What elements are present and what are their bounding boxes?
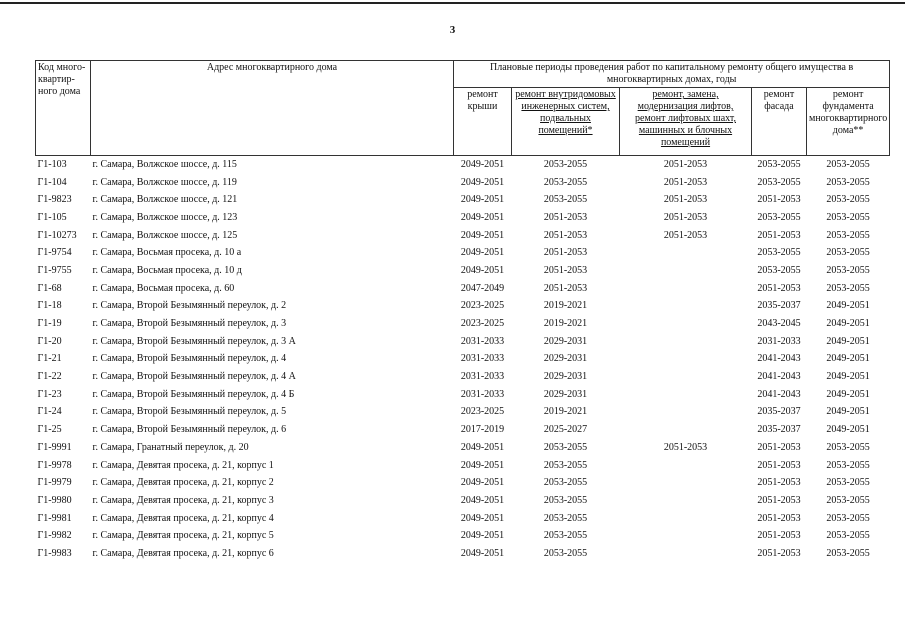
cell-facade: 2043-2045 [757, 318, 801, 330]
cell-code: Г1-24 [37, 406, 62, 418]
table-row [36, 457, 890, 475]
cell-facade: 2053-2055 [757, 264, 801, 276]
table-row [36, 386, 890, 404]
header-roof: ремонт крыши [454, 88, 512, 156]
cell-foundation: 2053-2055 [826, 441, 870, 453]
cell-internal-systems: 2029-2031 [543, 388, 588, 400]
cell-lifts [620, 368, 752, 386]
cell-facade: 2041-2043 [757, 353, 801, 365]
cell-roof: 2031-2033 [460, 335, 505, 347]
cell-code: Г1-9979 [37, 477, 72, 489]
table-row [36, 156, 890, 174]
capital-repair-table [35, 60, 890, 563]
cell-code: Г1-10273 [37, 229, 77, 241]
cell-facade: 2051-2053 [757, 229, 801, 241]
cell-code: Г1-9991 [37, 441, 72, 453]
header-facade: ремонт фасада [752, 88, 807, 156]
cell-address: г. Самара, Девятая просека, д. 21, корпус 2 [92, 477, 274, 489]
cell-foundation: 2053-2055 [826, 176, 870, 188]
cell-address: г. Самара, Второй Безымянный переулок, д. 4 Б [92, 388, 295, 400]
cell-address: г. Самара, Второй Безымянный переулок, д. 4 [92, 353, 287, 365]
cell-address: г. Самара, Девятая просека, д. 21, корпус 6 [92, 547, 274, 559]
table-row [36, 244, 890, 262]
cell-internal-systems: 2053-2055 [543, 477, 588, 489]
cell-foundation: 2053-2055 [826, 211, 870, 223]
table-row [36, 280, 890, 298]
cell-facade: 2053-2055 [757, 158, 801, 170]
header-lifts: ремонт, замена, модернизация лифтов, ремонт лифтовых шахт, машинных и блочных помещений [620, 88, 752, 156]
cell-lifts [620, 262, 752, 280]
table-row [36, 527, 890, 545]
cell-lifts [620, 510, 752, 528]
cell-lifts [620, 492, 752, 510]
cell-code: Г1-9982 [37, 530, 72, 542]
cell-internal-systems: 2053-2055 [543, 494, 588, 506]
cell-facade: 2051-2053 [757, 459, 801, 471]
header-internal-systems: ремонт внутридомовых инженерных систем, подвальных помещений* [512, 88, 620, 156]
cell-address: г. Самара, Второй Безымянный переулок, д. 3 А [92, 335, 296, 347]
cell-lifts: 2051-2053 [663, 176, 708, 188]
cell-lifts: 2051-2053 [663, 211, 708, 223]
cell-code: Г1-9978 [37, 459, 72, 471]
cell-roof: 2049-2051 [460, 176, 505, 188]
cell-facade: 2053-2055 [757, 247, 801, 259]
cell-address: г. Самара, Волжское шоссе, д. 119 [92, 176, 237, 188]
cell-code: Г1-9754 [37, 247, 72, 259]
cell-lifts [620, 457, 752, 475]
table-row [36, 351, 890, 369]
cell-internal-systems: 2019-2021 [543, 300, 588, 312]
table-row [36, 492, 890, 510]
page-number: 3 [449, 24, 456, 36]
table-row [36, 262, 890, 280]
cell-foundation: 2053-2055 [826, 194, 870, 206]
cell-foundation: 2053-2055 [826, 229, 870, 241]
cell-lifts: 2051-2053 [663, 229, 708, 241]
cell-code: Г1-25 [37, 424, 62, 436]
cell-internal-systems: 2051-2053 [543, 229, 588, 241]
cell-roof: 2031-2033 [460, 388, 505, 400]
cell-foundation: 2053-2055 [826, 158, 870, 170]
cell-roof: 2049-2051 [460, 477, 505, 489]
cell-facade: 2053-2055 [757, 176, 801, 188]
cell-internal-systems: 2051-2053 [543, 211, 588, 223]
cell-internal-systems: 2051-2053 [543, 282, 588, 294]
cell-facade: 2051-2053 [757, 477, 801, 489]
cell-code: Г1-103 [37, 158, 67, 170]
cell-foundation: 2049-2051 [826, 335, 870, 347]
cell-lifts: 2051-2053 [663, 441, 708, 453]
cell-foundation: 2049-2051 [826, 424, 870, 436]
cell-address: г. Самара, Девятая просека, д. 21, корпус 1 [92, 459, 274, 471]
cell-internal-systems: 2051-2053 [543, 247, 588, 259]
cell-code: Г1-18 [37, 300, 62, 312]
cell-code: Г1-9983 [37, 547, 72, 559]
cell-roof: 2017-2019 [460, 424, 505, 436]
cell-facade: 2041-2043 [757, 388, 801, 400]
cell-address: г. Самара, Восьмая просека, д. 10 а [92, 247, 242, 259]
cell-code: Г1-9755 [37, 264, 72, 276]
table-row [36, 333, 890, 351]
header-periods: Плановые периоды проведения работ по капитальному ремонту общего имущества в многоквартирных домах, годы [454, 61, 890, 88]
cell-roof: 2049-2051 [460, 229, 505, 241]
table-row [36, 368, 890, 386]
cell-facade: 2051-2053 [757, 282, 801, 294]
cell-foundation: 2053-2055 [826, 530, 870, 542]
header-code: Код много-квартир-ного дома [36, 61, 91, 156]
cell-address: г. Самара, Второй Безымянный переулок, д. 5 [92, 406, 287, 418]
cell-code: Г1-19 [37, 318, 62, 330]
table-row [36, 545, 890, 563]
cell-code: Г1-20 [37, 335, 62, 347]
cell-facade: 2051-2053 [757, 547, 801, 559]
table-row [36, 421, 890, 439]
cell-foundation: 2049-2051 [826, 300, 870, 312]
cell-roof: 2023-2025 [460, 300, 505, 312]
cell-code: Г1-21 [37, 353, 62, 365]
cell-internal-systems: 2053-2055 [543, 530, 588, 542]
cell-code: Г1-23 [37, 388, 62, 400]
cell-foundation: 2053-2055 [826, 512, 870, 524]
cell-internal-systems: 2029-2031 [543, 335, 588, 347]
cell-code: Г1-9981 [37, 512, 72, 524]
cell-internal-systems: 2053-2055 [543, 441, 588, 453]
cell-lifts [620, 404, 752, 422]
cell-internal-systems: 2053-2055 [543, 158, 588, 170]
cell-foundation: 2053-2055 [826, 282, 870, 294]
cell-foundation: 2049-2051 [826, 388, 870, 400]
cell-address: г. Самара, Волжское шоссе, д. 123 [92, 211, 238, 223]
cell-foundation: 2049-2051 [826, 353, 870, 365]
cell-address: г. Самара, Второй Безымянный переулок, д. 2 [92, 300, 287, 312]
cell-roof: 2049-2051 [460, 211, 505, 223]
cell-foundation: 2049-2051 [826, 318, 870, 330]
cell-roof: 2049-2051 [460, 459, 505, 471]
cell-address: г. Самара, Восьмая просека, д. 10 д [92, 264, 242, 276]
table-row [36, 227, 890, 245]
cell-address: г. Самара, Волжское шоссе, д. 125 [92, 229, 238, 241]
cell-code: Г1-9823 [37, 194, 72, 206]
cell-facade: 2051-2053 [757, 441, 801, 453]
cell-lifts [620, 474, 752, 492]
cell-roof: 2049-2051 [460, 441, 505, 453]
cell-roof: 2049-2051 [460, 194, 505, 206]
cell-lifts [620, 244, 752, 262]
cell-foundation: 2053-2055 [826, 494, 870, 506]
cell-foundation: 2053-2055 [826, 264, 870, 276]
cell-internal-systems: 2053-2055 [543, 547, 588, 559]
table-row [36, 191, 890, 209]
cell-address: г. Самара, Девятая просека, д. 21, корпус 3 [92, 494, 274, 506]
cell-roof: 2049-2051 [460, 530, 505, 542]
cell-internal-systems: 2053-2055 [543, 512, 588, 524]
cell-code: Г1-22 [37, 371, 62, 383]
cell-roof: 2047-2049 [460, 282, 505, 294]
cell-facade: 2051-2053 [757, 530, 801, 542]
cell-address: г. Самара, Девятая просека, д. 21, корпус 5 [92, 530, 274, 542]
table-row [36, 209, 890, 227]
cell-facade: 2051-2053 [757, 194, 801, 206]
table-row [36, 510, 890, 528]
cell-foundation: 2053-2055 [826, 477, 870, 489]
cell-lifts [620, 527, 752, 545]
cell-roof: 2049-2051 [460, 494, 505, 506]
cell-internal-systems: 2053-2055 [543, 194, 588, 206]
cell-address: г. Самара, Гранатный переулок, д. 20 [92, 441, 249, 453]
cell-internal-systems: 2025-2027 [543, 424, 588, 436]
cell-code: Г1-104 [37, 176, 67, 188]
cell-roof: 2023-2025 [460, 318, 505, 330]
cell-lifts [620, 333, 752, 351]
cell-internal-systems: 2019-2021 [543, 318, 588, 330]
cell-internal-systems: 2029-2031 [543, 371, 588, 383]
cell-address: г. Самара, Восьмая просека, д. 60 [92, 282, 235, 294]
cell-lifts [620, 315, 752, 333]
cell-address: г. Самара, Второй Безымянный переулок, д. 6 [92, 424, 287, 436]
cell-lifts [620, 280, 752, 298]
cell-code: Г1-68 [37, 282, 62, 294]
header-foundation: ремонт фундамента многоквартирного дома** [807, 88, 890, 156]
cell-address: г. Самара, Второй Безымянный переулок, д. 4 А [92, 371, 296, 383]
cell-address: г. Самара, Волжское шоссе, д. 115 [92, 158, 237, 170]
cell-code: Г1-9980 [37, 494, 72, 506]
cell-lifts: 2051-2053 [663, 158, 708, 170]
cell-facade: 2041-2043 [757, 371, 801, 383]
cell-foundation: 2053-2055 [826, 247, 870, 259]
cell-internal-systems: 2029-2031 [543, 353, 588, 365]
cell-roof: 2031-2033 [460, 371, 505, 383]
table-body [36, 156, 890, 563]
cell-foundation: 2049-2051 [826, 406, 870, 418]
cell-facade: 2035-2037 [757, 300, 801, 312]
header-address: Адрес многоквартирного дома [91, 61, 454, 156]
cell-facade: 2035-2037 [757, 406, 801, 418]
cell-address: г. Самара, Волжское шоссе, д. 121 [92, 194, 238, 206]
cell-roof: 2049-2051 [460, 247, 505, 259]
cell-lifts: 2051-2053 [663, 194, 708, 206]
cell-roof: 2049-2051 [460, 512, 505, 524]
cell-facade: 2031-2033 [757, 335, 801, 347]
table-row [36, 174, 890, 192]
cell-roof: 2049-2051 [460, 158, 505, 170]
cell-roof: 2023-2025 [460, 406, 505, 418]
table-row [36, 298, 890, 316]
cell-lifts [620, 386, 752, 404]
table-row [36, 315, 890, 333]
cell-internal-systems: 2053-2055 [543, 176, 588, 188]
top-rule [0, 2, 905, 4]
cell-facade: 2051-2053 [757, 494, 801, 506]
cell-roof: 2049-2051 [460, 264, 505, 276]
cell-lifts [620, 298, 752, 316]
cell-facade: 2051-2053 [757, 512, 801, 524]
cell-lifts [620, 421, 752, 439]
cell-facade: 2053-2055 [757, 211, 801, 223]
cell-facade: 2035-2037 [757, 424, 801, 436]
cell-lifts [620, 545, 752, 563]
cell-internal-systems: 2019-2021 [543, 406, 588, 418]
cell-roof: 2049-2051 [460, 547, 505, 559]
table-row [36, 474, 890, 492]
cell-foundation: 2053-2055 [826, 547, 870, 559]
cell-internal-systems: 2053-2055 [543, 459, 588, 471]
cell-address: г. Самара, Второй Безымянный переулок, д. 3 [92, 318, 287, 330]
cell-internal-systems: 2051-2053 [543, 264, 588, 276]
cell-foundation: 2053-2055 [826, 459, 870, 471]
cell-lifts [620, 351, 752, 369]
table-row [36, 404, 890, 422]
table-row [36, 439, 890, 457]
cell-foundation: 2049-2051 [826, 371, 870, 383]
cell-roof: 2031-2033 [460, 353, 505, 365]
cell-code: Г1-105 [37, 211, 67, 223]
cell-address: г. Самара, Девятая просека, д. 21, корпус 4 [92, 512, 274, 524]
